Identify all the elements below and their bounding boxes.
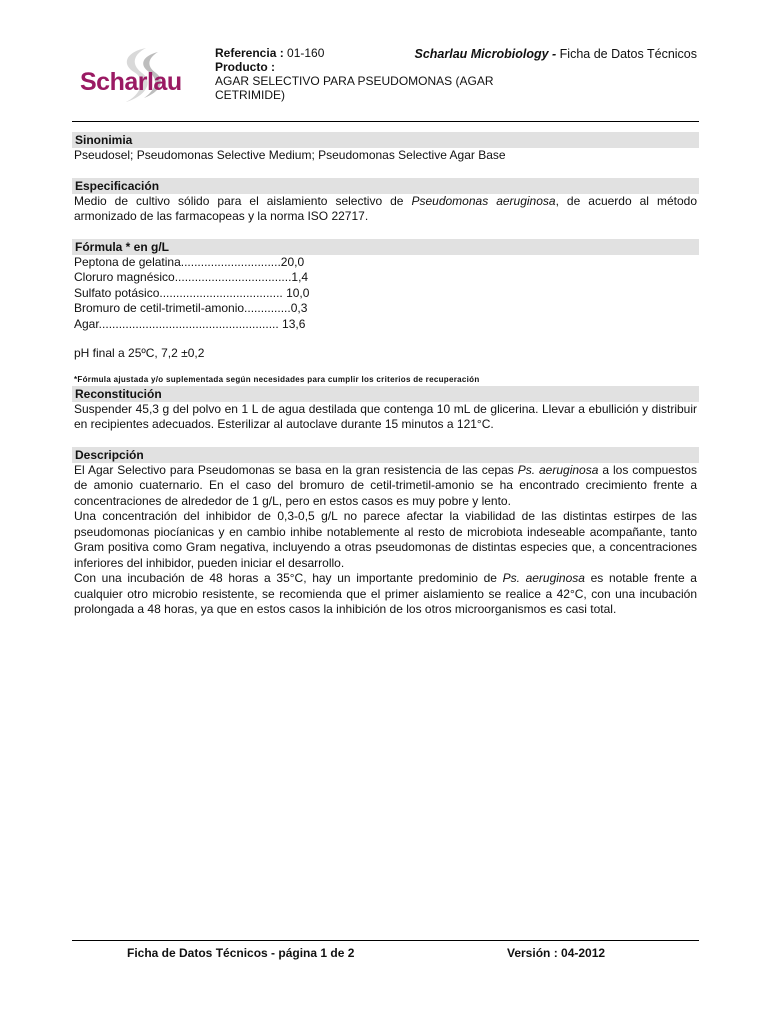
formula-ingredient: Bromuro de cetil-trimetil-amonio..............0,3 <box>74 301 308 315</box>
footer-page-info: Ficha de Datos Técnicos - página 1 de 2 <box>127 946 355 960</box>
formula-ingredient: Agar...................................................... 13,6 <box>74 316 306 331</box>
product-name-line-2: CETRIMIDE) <box>215 88 285 102</box>
description-paragraph: Una concentración del inhibidor de 0,3-0,5 g/L no parece afectar la viabilidad de las distintas estirpes de las pseudomonas piocíanicas y en cambio inhibe notablemente al resto de microbiota indeseable acompañante, tanto Gram positiva como Gram negativa, incluyendo a otras pseudomonas de distintas especies que, a concentraciones inferiores del inhibidor, pueden iniciar el desarrollo. <box>74 509 697 570</box>
header-divider <box>72 121 699 122</box>
section-text-descripcion <box>72 463 699 618</box>
section-heading-reconstitucion: Reconstitución <box>72 386 699 402</box>
reference-label: Referencia : <box>215 46 284 60</box>
section-heading-descripcion: Descripción <box>72 447 699 463</box>
footer-version: Versión : 04-2012 <box>507 946 606 960</box>
section-heading-sinonimia: Sinonimia <box>72 132 699 148</box>
brand-title <box>415 47 698 61</box>
section-text-sinonimia: Pseudosel; Pseudomonas Selective Medium; Pseudomonas Selective Agar Base <box>74 148 506 162</box>
document-body <box>72 132 699 618</box>
formula-ingredient: Cloruro magnésico...................................1,4 <box>74 270 309 284</box>
document-header <box>72 40 699 120</box>
description-paragraph: El Agar Selectivo para Pseudomonas se basa en la gran resistencia de las cepas Ps. aeruginosa a los compuestos de amonio cuaternario. En el caso del bromuro de cetil-trimetil-amonio se ha encontrado crecimiento frente a concentraciones de alrededor de 1 g/L, pero en estos casos es muy pobre y lento. <box>74 462 697 508</box>
formula-footnote: *Fórmula ajustada y/o suplementada según necesidades para cumplir los criterios de recuperación <box>74 374 480 384</box>
logo-wordmark: Scharlau <box>80 68 182 96</box>
formula-ingredient: Peptona de gelatina..............................20,0 <box>74 254 305 269</box>
description-paragraph: Con una incubación de 48 horas a 35°C, hay un importante predominio de Ps. aeruginosa es notable frente a cualquier otro microbio resistente, se recomienda que el primer aislamiento se realice a 42°C, con una incubación prolongada a 48 horas, ya que en estos casos la inhibición de los otros microorganismos es casi total. <box>74 571 697 616</box>
section-text-reconstitucion: Suspender 45,3 g del polvo en 1 L de agua destilada que contenga 10 mL de glicerina. Llevar a ebullición y distribuir en recipientes adecuados. Esterilizar al autoclave durante 15 minutos a 121°C. <box>74 401 697 431</box>
section-text-especificacion: Medio de cultivo sólido para el aislamiento selectivo de Pseudomonas aeruginosa, de acuerdo al método armonizado de las farmacopeas y la norma ISO 22717. <box>74 193 698 223</box>
final-ph: pH final a 25ºC, 7,2 ±0,2 <box>74 346 205 360</box>
product-name-line-1: AGAR SELECTIVO PARA PSEUDOMONAS (AGAR <box>215 74 494 88</box>
product-label: Producto : <box>215 60 275 74</box>
document-type: Ficha de Datos Técnicos <box>556 47 697 61</box>
brand-name: Scharlau Microbiology - <box>414 47 557 61</box>
formula-list <box>72 255 699 362</box>
reference-value: 01-160 <box>283 46 325 60</box>
section-heading-formula: Fórmula * en g/L <box>72 239 699 255</box>
species-name: Pseudomonas aeruginosa <box>411 193 556 208</box>
scharlau-logo <box>76 46 206 106</box>
formula-ingredient: Sulfato potásico..................................... 10,0 <box>74 285 310 300</box>
footer-divider <box>72 940 699 941</box>
section-heading-especificacion: Especificación <box>72 178 699 194</box>
